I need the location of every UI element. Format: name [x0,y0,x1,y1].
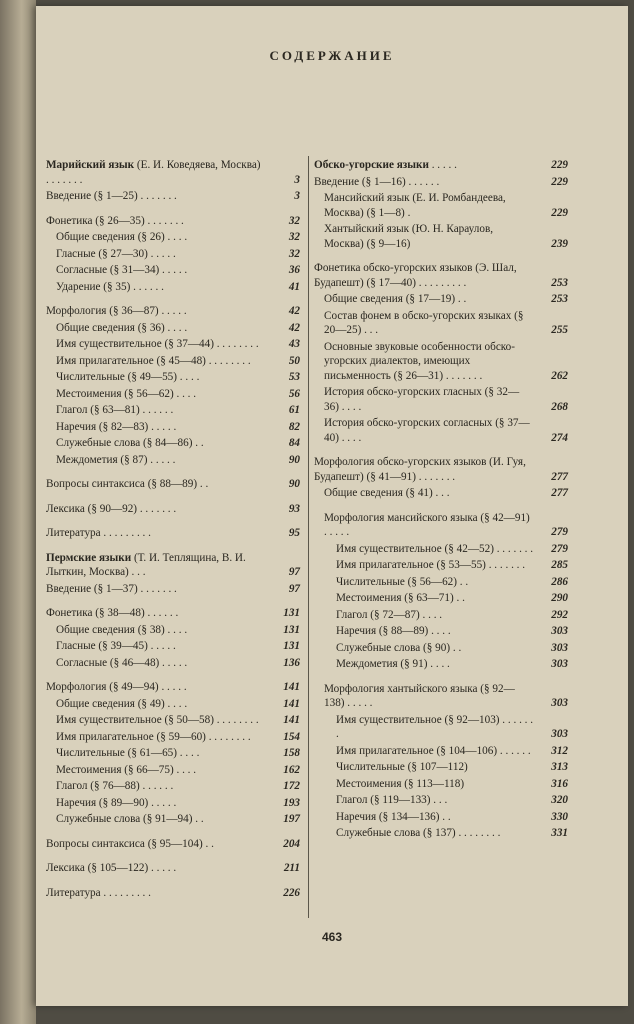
toc-entry-title: Фонетика обско-угорских языков (Э. Шал, Будапешт) (§ 17—40) . . . . . . . . . [314,262,517,289]
toc-entry-page: 36 [288,264,300,276]
toc-entry-page: 42 [288,321,300,334]
toc-entry [46,713,300,728]
toc-entry [314,455,568,484]
toc-entry-page: 131 [283,640,300,652]
toc-entry [314,760,568,775]
toc-entry-title: Служебные слова (§ 137) . . . . . . . . [336,827,501,839]
page-title: СОДЕРЖАНИЕ [269,48,395,63]
toc-entry-title: Наречия (§ 82—83) . . . . . [56,420,177,433]
toc-entry-page: 41 [288,280,300,293]
toc-entry-page: 229 [551,175,568,188]
toc-entry-title: Морфология обско-угорских языков (И. Гуя, Будапешт) (§ 41—91) . . . . . . . [314,456,526,483]
toc-entry-title: Наречия (§ 88—89) . . . . [336,625,451,637]
toc-entry [314,682,568,711]
book-edge [0,0,36,1024]
toc-entry-title: Согласные (§ 46—48) . . . . . [56,656,188,669]
toc-entry-page: 330 [551,810,568,823]
toc-entry [314,591,568,606]
toc-entry [46,763,300,778]
toc-entry-page: 90 [288,453,300,466]
toc-entry-page: 131 [283,607,300,619]
toc-entry [314,191,568,220]
toc-entry-page: 303 [551,658,568,670]
toc-entry-page: 303 [551,641,568,654]
toc-entry-page: 303 [551,697,568,709]
toc-entry [314,309,568,338]
toc-entry [46,214,300,229]
toc-entry [46,420,300,435]
toc-entry-page: 97 [288,582,300,595]
toc-entry [314,713,568,742]
toc-entry-page: 90 [288,478,300,490]
toc-entry-title: Числительные (§ 49—55) . . . . [56,371,200,383]
toc-entry-page: 312 [551,744,568,757]
toc-entry-page: 277 [551,470,568,483]
toc-entry-title: Основные звуковые особенности обско-угорских диалектов, имеющих письменность (§ 26—31) . . . . . . . [324,340,515,382]
toc-entry [314,175,568,190]
toc-entry-page: 279 [551,526,568,538]
toc-entry [314,558,568,573]
toc-entry-page: 316 [551,777,568,790]
toc-entry [314,744,568,759]
toc-entry-page: 229 [551,206,568,219]
toc-entry-page: 292 [551,608,568,621]
toc-entry-title: Имя прилагательное (§ 59—60) . . . . . . . . [56,730,251,743]
toc-entry-page: 136 [283,656,300,669]
toc-entry [314,292,568,307]
toc-entry-title: Мансийский язык (Е. И. Ромбандеева, Москва) (§ 1—8) . [324,192,506,219]
toc-entry-page: 197 [283,813,300,825]
toc-entry-page: 154 [283,730,300,743]
toc-entry [46,502,300,517]
toc-entry-page: 313 [551,761,568,773]
toc-entry-page: 50 [288,354,300,367]
toc-entry [46,321,300,336]
toc-entry [46,639,300,654]
toc-entry-page: 32 [288,247,300,260]
toc-entry-title: Местоимения (§ 63—71) . . [336,592,465,604]
toc-entry-title: Литература . . . . . . . . . [46,886,151,899]
toc-entry-title: Числительные (§ 56—62) . . [336,575,469,588]
toc-entry [314,222,568,251]
toc-entry [46,189,300,204]
toc-entry-title: Фонетика (§ 38—48) . . . . . . [46,607,179,619]
toc-entry-page: 84 [288,437,300,449]
toc-entry [314,486,568,501]
toc-entry-page: 43 [288,338,300,350]
toc-entry-title: Местоимения (§ 66—75) . . . . [56,763,197,776]
toc-entry-title: Общие сведения (§ 41) . . . [324,487,450,499]
toc-entry [46,582,300,597]
toc-entry [46,730,300,745]
toc-entry-title: Числительные (§ 107—112) [336,761,468,773]
toc-entry [46,158,300,187]
toc-entry [46,779,300,794]
toc-entry [46,263,300,278]
toc-entry [46,453,300,468]
toc-entry-title: Общие сведения (§ 49) . . . . [56,697,188,710]
toc-entry-page: 32 [288,214,300,227]
toc-entry-title: История обско-угорских гласных (§ 32—36) . . . . [324,386,520,413]
page-number: 463 [321,930,343,944]
toc-entry-page: 97 [288,566,300,578]
toc-entry-page: 253 [551,276,568,289]
toc-entry [314,641,568,656]
toc-entry-title: Имя существительное (§ 42—52) . . . . . . . [336,542,534,555]
toc-entry [46,680,300,695]
toc-entry-page: 268 [551,400,568,413]
toc-entry [314,826,568,841]
toc-entry-title: Имя существительное (§ 92—103) . . . . . . . [336,713,534,740]
toc-entry-page: 285 [551,559,568,571]
toc-entry-title: Морфология мансийского языка (§ 42—91) . . . . . [324,511,530,538]
toc-entry [314,385,568,414]
toc-entry-page: 95 [288,527,300,539]
toc-entry-page: 279 [551,542,568,555]
toc-entry-title: Глагол (§ 119—133) . . . [336,794,448,806]
toc-entry-title: Общие сведения (§ 17—19) . . [324,293,467,305]
toc-entry-page: 141 [283,714,300,726]
toc-entry-page: 131 [283,623,300,636]
toc-entry [314,542,568,557]
toc-entry-page: 193 [283,796,300,809]
toc-entry [46,746,300,761]
toc-right-column [314,158,568,843]
toc-entry [46,247,300,262]
toc-entry-title: Служебные слова (§ 91—94) . . [56,813,204,825]
toc-entry [314,624,568,639]
toc-entry [46,403,300,418]
toc-entry-title: История обско-угорских согласных (§ 37—40) . . . . [324,417,530,444]
toc-entry-title: Вопросы синтаксиса (§ 88—89) . . [46,478,209,490]
toc-entry-page: 255 [551,324,568,336]
toc-entry [314,793,568,808]
toc-entry-page: 32 [288,231,300,243]
toc-entry-title: Имя прилагательное (§ 104—106) . . . . . . [336,744,531,757]
toc-entry-title: Обско-угорские языки . . . . . [314,159,457,171]
toc-entry-page: 229 [551,159,568,171]
toc-entry [46,387,300,402]
toc-entry-page: 211 [283,862,300,874]
toc-entry-title: Морфология (§ 36—87) . . . . . [46,305,187,317]
toc-entry-page: 3 [294,190,300,202]
toc-entry-page: 56 [288,387,300,400]
toc-entry [46,886,300,901]
toc-entry [46,796,300,811]
toc-entry [46,337,300,352]
toc-entry-title: Марийский язык (Е. И. Коведяева, Москва) . . . . . . . [46,159,261,186]
toc-entry [46,436,300,451]
toc-entry [46,861,300,876]
toc-entry [46,606,300,621]
toc-entry [314,575,568,590]
toc-entry [46,370,300,385]
toc-entry [46,551,300,580]
toc-entry-title: Морфология (§ 49—94) . . . . . [46,681,187,693]
toc-entry [46,656,300,671]
toc-entry-title: Служебные слова (§ 84—86) . . [56,437,204,449]
toc-entry-title: Введение (§ 1—37) . . . . . . . [46,582,177,595]
toc-entry-title: Числительные (§ 61—65) . . . . [56,747,200,759]
toc-entry [46,477,300,492]
toc-entry-title: Междометия (§ 91) . . . . [336,658,450,670]
toc-entry-title: Общие сведения (§ 38) . . . . [56,623,188,636]
toc-entry-page: 204 [283,837,300,850]
toc-left-column [46,158,300,902]
toc-entry-title: Имя существительное (§ 50—58) . . . . . . . . [56,714,259,726]
toc-entry-page: 274 [551,431,568,444]
toc-entry-title: Лексика (§ 90—92) . . . . . . . [46,502,177,515]
toc-entry [314,416,568,445]
toc-entry-title: Местоимения (§ 113—118) [336,777,465,790]
toc-entry [314,261,568,290]
toc-entry-title: Глагол (§ 72—87) . . . . [336,608,443,621]
toc-entry [46,697,300,712]
toc-entry [46,354,300,369]
toc-entry-title: Согласные (§ 31—34) . . . . . [56,264,188,276]
toc-entry-title: Вопросы синтаксиса (§ 95—104) . . [46,837,214,850]
toc-entry-page: 158 [283,747,300,759]
toc-entry-title: Глагол (§ 76—88) . . . . . . [56,780,174,792]
toc-entry-page: 262 [551,369,568,382]
toc-entry-title: Литература . . . . . . . . . [46,527,151,539]
toc-entry-title: Пермские языки (Т. И. Теплящина, В. И. Лыткин, Москва) . . . [46,551,246,578]
toc-entry [314,777,568,792]
toc-entry-page: 172 [283,780,300,792]
toc-entry [314,340,568,384]
toc-entry-title: Имя прилагательное (§ 53—55) . . . . . . . [336,559,526,571]
toc-entry-page: 61 [288,404,300,416]
toc-entry-page: 3 [294,173,300,186]
toc-entry [314,608,568,623]
toc-entry-title: Междометия (§ 87) . . . . . [56,453,176,466]
toc-entry [314,657,568,672]
toc-entry-title: Общие сведения (§ 26) . . . . [56,231,188,243]
toc-entry-page: 303 [551,625,568,637]
toc-entry [46,304,300,319]
toc-entry-title: Фонетика (§ 26—35) . . . . . . . [46,214,184,227]
toc-entry [46,280,300,295]
toc-entry [46,230,300,245]
column-divider [308,156,309,918]
toc-entry-page: 82 [288,420,300,433]
toc-entry-page: 290 [551,592,568,604]
toc-entry [314,810,568,825]
toc-entry-title: Служебные слова (§ 90) . . [336,641,462,654]
toc-entry [46,623,300,638]
toc-entry-title: Наречия (§ 89—90) . . . . . [56,796,177,809]
toc-entry [46,526,300,541]
toc-entry-page: 277 [551,487,568,499]
toc-entry-page: 320 [551,794,568,806]
toc-entry [46,837,300,852]
toc-entry-page: 286 [551,575,568,588]
toc-entry-title: Общие сведения (§ 36) . . . . [56,321,188,334]
toc-entry-title: Гласные (§ 39—45) . . . . . [56,640,176,652]
toc-entry-page: 239 [551,237,568,250]
toc-entry-title: Состав фонем в обско-угорских языках (§ 20—25) . . . [324,309,524,336]
toc-entry-page: 53 [288,371,300,383]
toc-entry-page: 253 [551,293,568,305]
toc-entry-title: Хантыйский язык (Ю. Н. Караулов, Москва) (§ 9—16) [324,223,494,250]
toc-entry-page: 141 [283,697,300,710]
toc-entry-title: Имя существительное (§ 37—44) . . . . . . . . [56,338,259,350]
toc-entry-page: 303 [551,728,568,740]
toc-entry [46,812,300,827]
toc-entry-page: 331 [551,827,568,839]
toc-entry-page: 226 [283,886,300,899]
toc-entry [314,511,568,540]
toc-entry-title: Введение (§ 1—16) . . . . . . [314,175,440,188]
toc-entry-page: 141 [283,681,300,693]
toc-entry-page: 42 [288,305,300,317]
toc-entry-title: Наречия (§ 134—136) . . [336,810,451,823]
toc-entry-page: 162 [283,763,300,776]
toc-entry-title: Морфология хантыйского языка (§ 92—138) . . . . . [324,682,515,709]
toc-entry-title: Имя прилагательное (§ 45—48) . . . . . . . . [56,354,251,367]
toc-entry-page: 93 [288,502,300,515]
toc-entry-title: Гласные (§ 27—30) . . . . . [56,247,176,260]
toc-entry-title: Местоимения (§ 56—62) . . . . [56,387,197,400]
toc-entry [314,158,568,173]
toc-entry-title: Лексика (§ 105—122) . . . . . [46,862,177,874]
toc-entry-title: Введение (§ 1—25) . . . . . . . [46,190,177,202]
toc-entry-title: Глагол (§ 63—81) . . . . . . [56,404,174,416]
toc-entry-title: Ударение (§ 35) . . . . . . [56,280,164,293]
book-page [36,6,628,1006]
